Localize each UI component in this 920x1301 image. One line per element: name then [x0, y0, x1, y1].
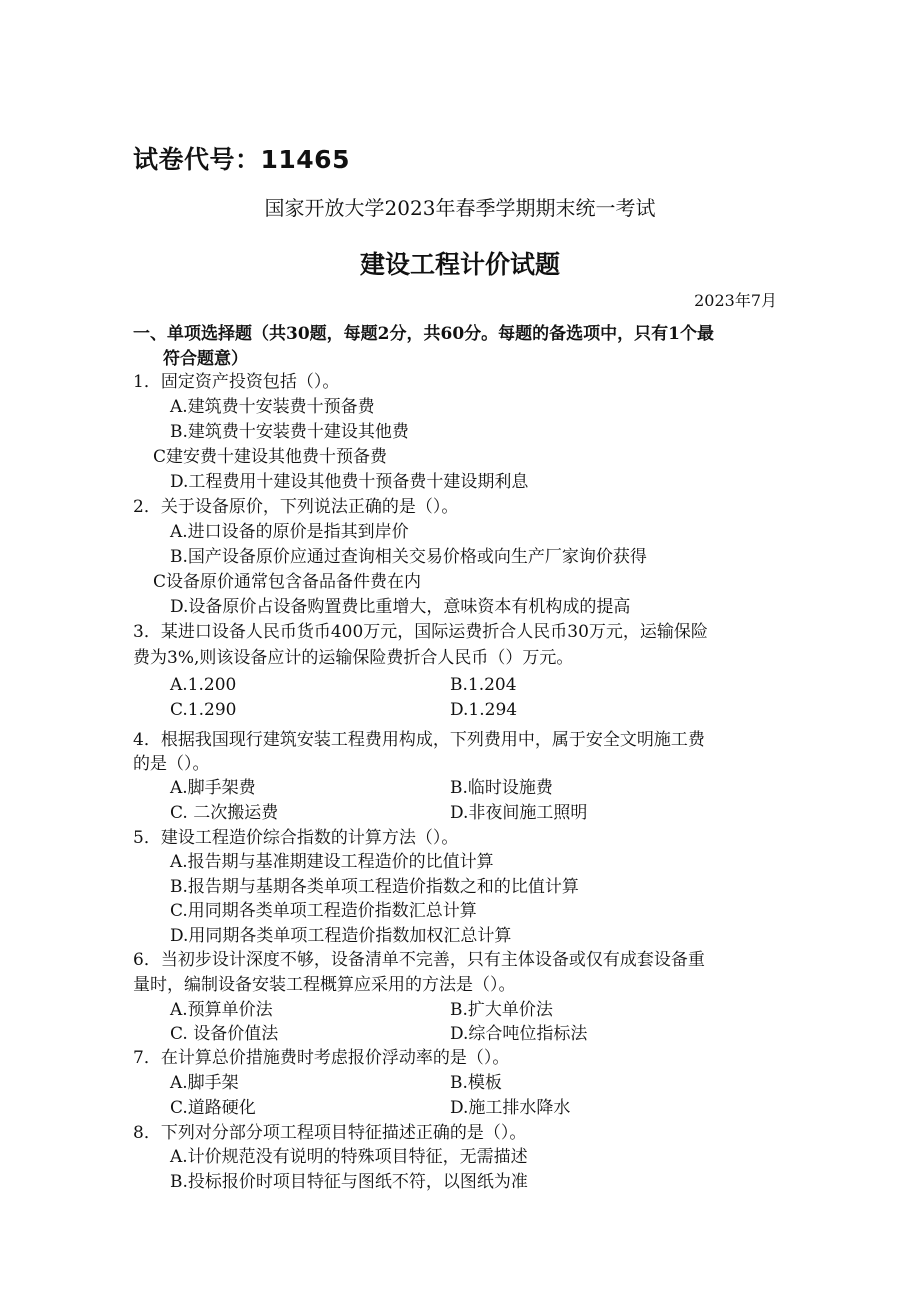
question-5-option-b: B.报告期与基期各类单项工程造价指数之和的比值计算 [170, 877, 579, 897]
question-7-stem: 7．在计算总价措施费时考虑报价浮动率的是（）。 [133, 1048, 510, 1068]
question-5-stem: 5．建设工程造价综合指数的计算方法（）。 [133, 828, 459, 848]
question-2-option-d: D.设备原价占设备购置费比重增大，意味资本有机构成的提高 [170, 597, 631, 617]
section-heading: 一、单项选择题（共30题，每题2分，共60分。每题的备选项中，只有1个最 [133, 324, 714, 344]
question-1-option-a: A.建筑费十安装费十预备费 [170, 397, 375, 417]
question-6-stem: 6．当初步设计深度不够，设备清单不完善，只有主体设备或仅有成套设备重 [133, 950, 705, 970]
question-6-stem-cont: 量时，编制设备安装工程概算应采用的方法是（）。 [133, 975, 516, 995]
question-4-option-d: D.非夜间施工照明 [450, 803, 588, 823]
question-5-option-d: D.用同期各类单项工程造价指数加权汇总计算 [170, 926, 512, 946]
question-5-option-a: A.报告期与基准期建设工程造价的比值计算 [170, 852, 494, 872]
section-heading-cont: 符合题意） [163, 349, 248, 369]
question-1-option-c: C建安费十建设其他费十预备费 [153, 447, 388, 467]
question-3-option-b: B.1.204 [450, 675, 517, 695]
question-8-option-a: A.计价规范没有说明的特殊项目特征，无需描述 [170, 1147, 528, 1167]
question-1-option-d: D.工程费用十建设其他费十预备费十建设期利息 [170, 472, 529, 492]
exam-name: 国家开放大学2023年春季学期期末统一考试 [264, 196, 656, 220]
question-6-option-d: D.综合吨位指标法 [450, 1024, 588, 1044]
question-1-stem: 1．固定资产投资包括（）。 [133, 372, 340, 392]
question-2-option-c: C设备原价通常包含备品备件费在内 [153, 572, 422, 592]
question-3-option-a: A.1.200 [170, 675, 237, 695]
question-6-option-a: A.预算单价法 [170, 1000, 273, 1020]
question-3-stem-cont: 费为3%,则该设备应计的运输保险费折合人民币（）万元。 [133, 648, 574, 668]
question-6-option-b: B.扩大单价法 [450, 1000, 553, 1020]
exam-date: 2023年7月 [694, 291, 777, 310]
question-7-option-a: A.脚手架 [170, 1073, 239, 1093]
question-1-option-b: B.建筑费十安装费十建设其他费 [170, 422, 409, 442]
question-4-option-b: B.临时设施费 [450, 778, 553, 798]
question-3-option-d: D.1.294 [450, 700, 518, 720]
question-3-option-c: C.1.290 [170, 700, 237, 720]
question-6-option-c: C. 设备价值法 [170, 1024, 279, 1044]
paper-title: 建设工程计价试题 [359, 250, 560, 279]
question-5-option-c: C.用同期各类单项工程造价指数汇总计算 [170, 901, 477, 921]
question-4-stem-cont: 的是（）。 [133, 754, 210, 774]
question-8-stem: 8．下列对分部分项工程项目特征描述正确的是（）。 [133, 1123, 527, 1143]
question-2-stem: 2．关于设备原价，下列说法正确的是（）。 [133, 497, 459, 517]
question-7-option-d: D.施工排水降水 [450, 1098, 571, 1118]
question-3-stem: 3．某进口设备人民币货币400万元，国际运费折合人民币30万元，运输保险 [133, 622, 708, 642]
question-8-option-b: B.投标报价时项目特征与图纸不符，以图纸为准 [170, 1172, 528, 1192]
question-4-option-a: A.脚手架费 [170, 778, 256, 798]
question-7-option-b: B.模板 [450, 1073, 502, 1093]
question-7-option-c: C.道路硬化 [170, 1098, 256, 1118]
question-4-stem: 4．根据我国现行建筑安装工程费用构成，下列费用中，属于安全文明施工费 [133, 730, 705, 750]
question-2-option-b: B.国产设备原价应通过查询相关交易价格或向生产厂家询价获得 [170, 547, 647, 567]
question-2-option-a: A.进口设备的原价是指其到岸价 [170, 522, 409, 542]
question-4-option-c: C. 二次搬运费 [170, 803, 279, 823]
paper-code: 试卷代号：11465 [133, 145, 350, 174]
